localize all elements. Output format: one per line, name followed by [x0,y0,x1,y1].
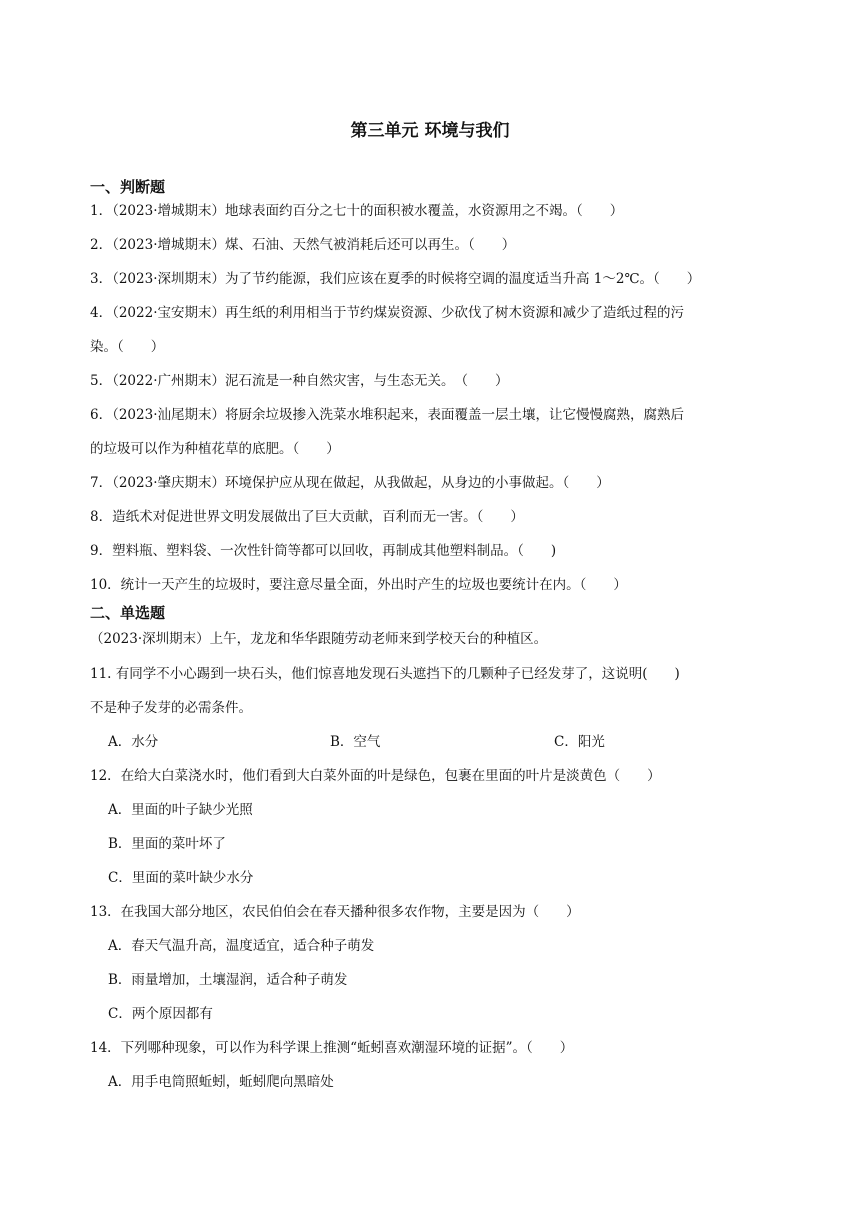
question-judge-8: 8．造纸术对促进世界文明发展做出了巨大贡献，百利而无一害。（ ） [90,509,524,525]
question-judge-7: 7．（2023·肇庆期末）环境保护应从现在做起，从我做起，从身边的小事做起。（ ） [90,475,610,491]
option-13-a: A．春天气温升高，温度适宜，适合种子萌发 [108,938,375,954]
question-judge-1: 1．（2023·增城期末）地球表面约百分之七十的面积被水覆盖，水资源用之不竭。（ ） [90,203,624,219]
option-11-c: C．阳光 [554,734,605,750]
question-judge-4-cont: 染。（ ） [90,339,165,355]
question-judge-9: 9．塑料瓶、塑料袋、一次性针筒等都可以回收，再制成其他塑料制品。（ ) [90,543,557,559]
question-judge-6-cont: 的垃圾可以作为种植花草的底肥。（ ） [90,441,340,457]
question-11-options [108,732,605,752]
option-11-b: B．空气 [330,734,381,750]
question-judge-6: 6．（2023·汕尾期末）将厨余垃圾掺入洗菜水堆积起来，表面覆盖一层土壤，让它慢慢腐熟，腐熟后 [90,407,684,423]
question-intro: （2023·深圳期末）上午，龙龙和华华跟随劳动老师来到学校天台的种植区。 [90,631,548,647]
option-11-a: A．水分 [108,734,159,750]
option-12-a: A．里面的叶子缺少光照 [108,802,253,818]
question-judge-2: 2．（2023·增城期末）煤、石油、天然气被消耗后还可以再生。（ ） [90,237,516,253]
option-13-b: B．雨量增加，土壤湿润，适合种子萌发 [108,972,348,988]
option-12-b: B．里面的菜叶坏了 [108,836,226,852]
section-heading-single: 二、单选题 [90,604,166,622]
question-11-stem: 11. 有同学不小心踢到一块石头，他们惊喜地发现石头遮挡下的几颗种子已经发芽了，这说明( ) [90,666,680,682]
question-11-stem-cont: 不是种子发芽的必需条件。 [90,700,252,716]
question-14-stem: 14．下列哪种现象，可以作为科学课上推测“蚯蚓喜欢潮湿环境的证据”。（ ） [90,1040,574,1056]
option-13-c: C．两个原因都有 [108,1006,213,1022]
section-heading-judge: 一、判断题 [90,178,166,196]
question-12-stem: 12．在给大白菜浇水时，他们看到大白菜外面的叶是绿色，包裹在里面的叶片是淡黄色（ ） [90,768,661,784]
question-judge-5: 5．（2022·广州期末）泥石流是一种自然灾害，与生态无关。 （ ） [90,373,509,389]
question-judge-4: 4．（2022·宝安期末）再生纸的利用相当于节约煤炭资源、少砍伐了树木资源和减少了造纸过程的污 [90,305,684,321]
option-12-c: C．里面的菜叶缺少水分 [108,870,254,886]
question-judge-3: 3．（2023·深圳期末）为了节约能源，我们应该在夏季的时候将空调的温度适当升高 1～2℃。（ ） [90,271,701,287]
question-judge-10: 10．统计一天产生的垃圾时，要注意尽量全面，外出时产生的垃圾也要统计在内。（ ） [90,577,627,593]
page-title: 第三单元 环境与我们 [350,121,510,141]
option-14-a: A．用手电筒照蚯蚓，蚯蚓爬向黑暗处 [108,1074,334,1090]
question-13-stem: 13．在我国大部分地区，农民伯伯会在春天播种很多农作物，主要是因为（ ） [90,904,580,920]
